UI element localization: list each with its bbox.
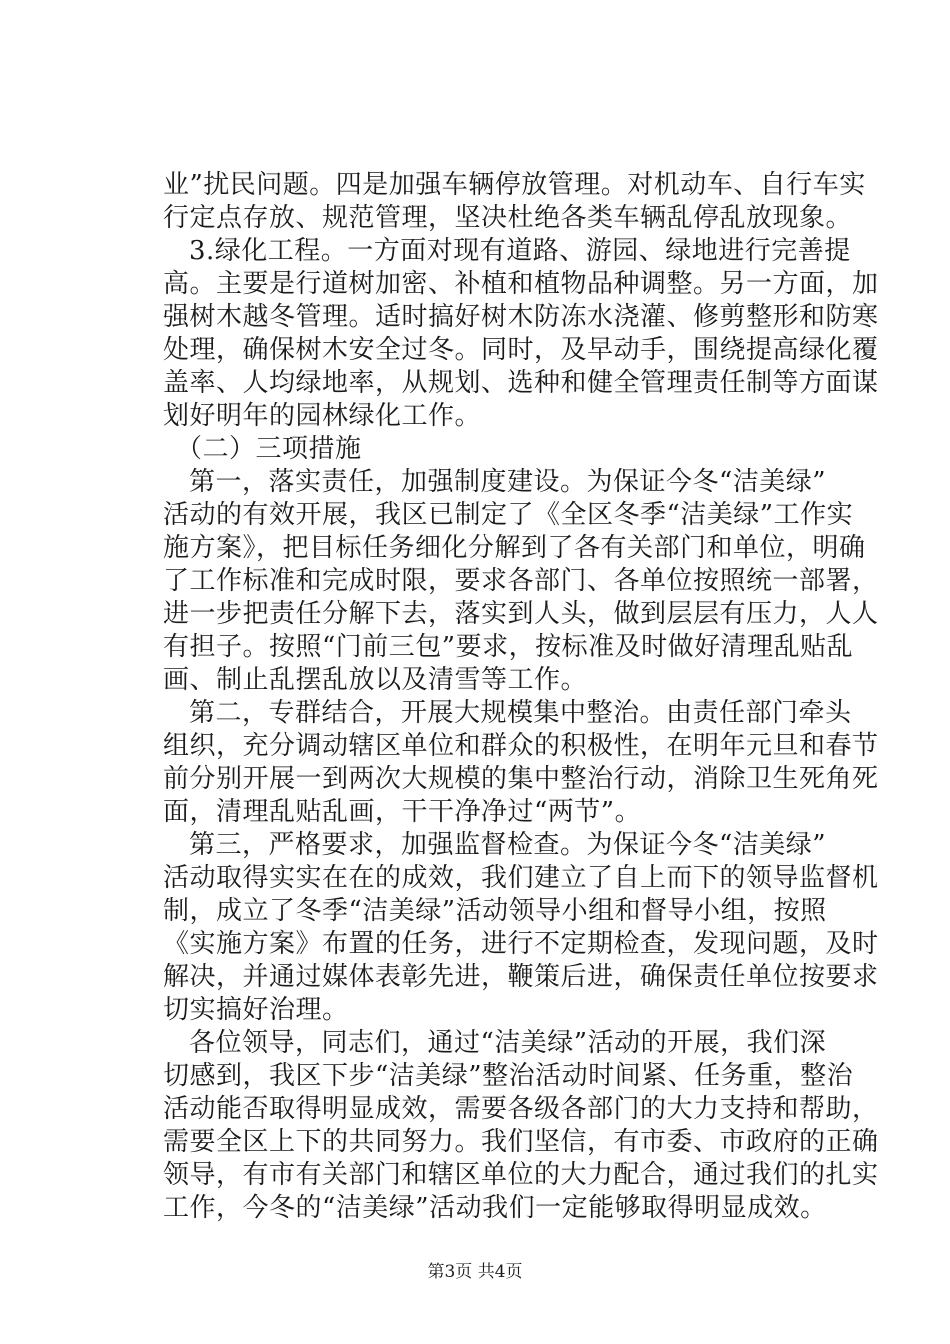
text-line: 行定点存放、规范管理，坚决杜绝各类车辆乱停乱放现象。 [163,203,853,233]
text-line: 业”扰民问题。四是加强车辆停放管理。对机动车、自行车实 [163,170,866,200]
text-line: 活动取得实实在在的成效，我们建立了自上而下的领导监督机 [163,863,879,893]
text-line: 第一，落实责任，加强制度建设。为保证今冬“洁美绿” [189,467,827,497]
page-number-footer: 第3页 共4页 [427,1262,523,1282]
text-line: 施方案》，把目标任务细化分解到了各有关部门和单位，明确 [163,533,866,563]
text-line: 活动的有效开展，我区已制定了《全区冬季“洁美绿”工作实 [163,500,854,530]
text-line: 了工作标准和完成时限，要求各部门、各单位按照统一部署， [163,566,879,596]
text-line: 高。主要是行道树加密、补植和植物品种调整。另一方面，加 [163,269,879,299]
text-line: 《实施方案》布置的任务，进行不定期检查，发现问题，及时 [163,929,879,959]
text-line: 进一步把责任分解下去，落实到人头，做到层层有压力，人人 [163,599,879,629]
text-line: 有担子。按照“门前三包”要求，按标准及时做好清理乱贴乱 [163,632,854,662]
text-line: 画、制止乱摆乱放以及清雪等工作。 [163,665,588,695]
text-line: 强树木越冬管理。适时搞好树木防冻水浇灌、修剪整形和防寒 [163,302,879,332]
text-line: 活动能否取得明显成效，需要各级各部门的大力支持和帮助， [163,1094,879,1124]
text-line: 切感到，我区下步“洁美绿”整治活动时间紧、任务重，整治 [163,1061,854,1091]
text-line: 面，清理乱贴乱画，干干净净过“两节”。 [163,797,642,827]
text-line: 领导，有市有关部门和辖区单位的大力配合，通过我们的扎实 [163,1160,879,1190]
section-heading: （二）三项措施 [176,434,362,464]
text-line: 盖率、人均绿地率，从规划、选种和健全管理责任制等方面谋 [163,368,879,398]
text-line: 划好明年的园林绿化工作。 [163,401,482,431]
text-line: 需要全区上下的共同努力。我们坚信，有市委、市政府的正确 [163,1127,879,1157]
text-line: 各位领导，同志们，通过“洁美绿”活动的开展，我们深 [189,1028,827,1058]
text-line: 处理，确保树木安全过冬。同时，及早动手，围绕提高绿化覆 [163,335,879,365]
text-line: 切实搞好治理。 [163,995,349,1025]
text-line: 第三，严格要求，加强监督检查。为保证今冬“洁美绿” [189,830,827,860]
text-line: 工作，今冬的“洁美绿”活动我们一定能够取得明显成效。 [163,1193,827,1223]
text-line: 3.绿化工程。一方面对现有道路、游园、绿地进行完善提 [189,236,851,266]
text-line: 前分别开展一到两次大规模的集中整治行动，消除卫生死角死 [163,764,879,794]
text-line: 解决，并通过媒体表彰先进，鞭策后进，确保责任单位按要求 [163,962,879,992]
text-line: 制，成立了冬季“洁美绿”活动领导小组和督导小组，按照 [163,896,827,926]
text-line: 组织，充分调动辖区单位和群众的积极性，在明年元旦和春节 [163,731,879,761]
text-line: 第二，专群结合，开展大规模集中整治。由责任部门牵头 [189,698,852,728]
